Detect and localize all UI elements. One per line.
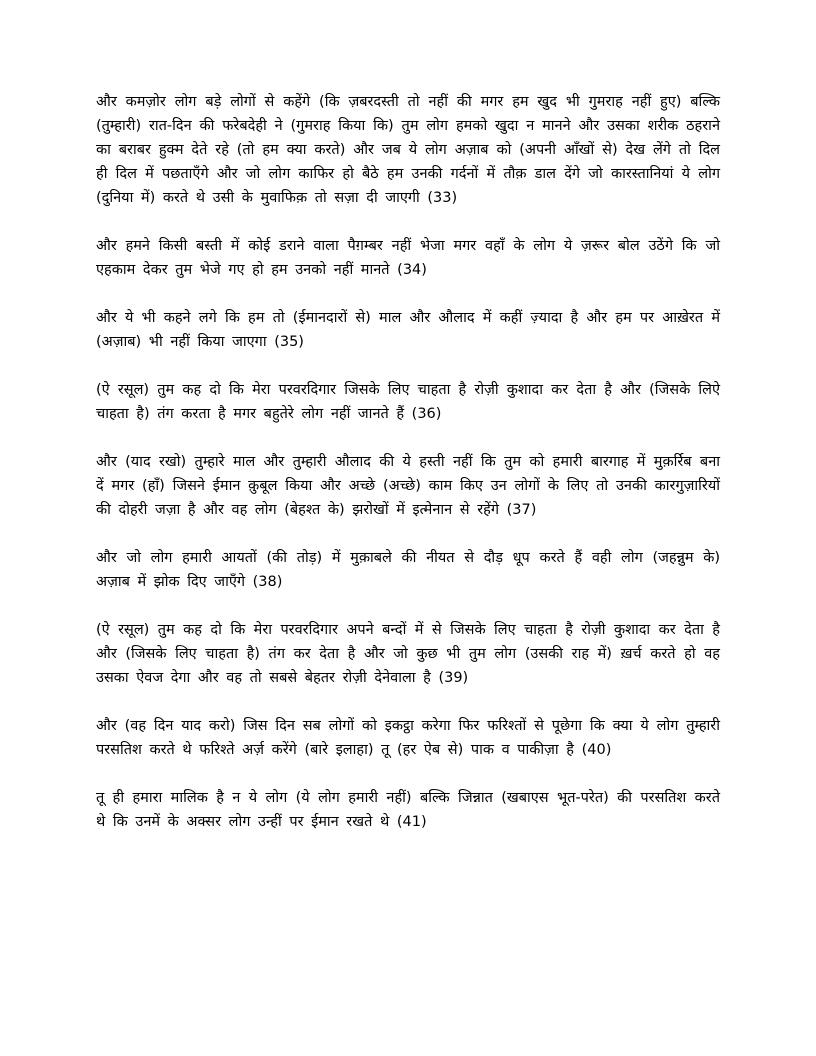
- paragraph-verse-40: और (वह दिन याद करो) जिस दिन सब लोगों को इकट्ठा करेगा फिर फरिश्तों से पूछेगा कि क्या ये लोग तुम्हारी परसतिश करते थे फरिश्ते अर्ज़ करेंगे (बारे इलाहा) तू (हर ऐब से) पाक व पाकीज़ा है (40): [96, 718, 720, 758]
- paragraph-verse-33: और कमज़ोर लोग बड़े लोगों से कहेंगे (कि ज़बरदस्ती तो नहीं की मगर हम खुद भी गुमराह नहीं हुए) बल्कि (तुम्हारी) रात-दिन की फरेबदेही ने (गुमराह किया कि) तुम लोग हमको खुदा न मानने और उसका शरीक ठहराने का बराबर हुक्म देते रहे (तो हम क्या करते) और जब ये लोग अज़ाब को (अपनी आँखों से) देख लेंगे तो दिल ही दिल में पछताएँगे और जो लोग काफिर हो बैठे हम उनकी गर्दनों में तौक़ डाल देंगे जो कारस्तानियां ये लोग (दुनिया में) करते थे उसी के मुवाफिक़ तो सज़ा दी जाएगी (33): [96, 94, 720, 206]
- paragraph-verse-39: (ऐ रसूल) तुम कह दो कि मेरा परवरदिगार अपने बन्दों में से जिसके लिए चाहता है रोज़ी कुशादा कर देता है और (जिसके लिए चाहता है) तंग कर देता है और जो कुछ भी तुम लोग (उसकी राह में) ख़र्च करते हो वह उसका ऐवज देगा और वह तो सबसे बेहतर रोज़ी देनेवाला है (39): [96, 622, 720, 686]
- paragraph-verse-38: और जो लोग हमारी आयतों (की तोड़) में मुक़ाबले की नीयत से दौड़ धूप करते हैं वही लोग (जहन्नुम के) अज़ाब में झोक दिए जाएँगे (38): [96, 550, 720, 590]
- paragraph-verse-36: (ऐ रसूल) तुम कह दो कि मेरा परवरदिगार जिसके लिए चाहता है रोज़ी कुशादा कर देता है और (जिसके लिऐ चाहता है) तंग करता है मगर बहुतेरे लोग नहीं जानते हैं (36): [96, 382, 720, 422]
- paragraph-verse-35: और ये भी कहने लगे कि हम तो (ईमानदारों से) माल और औलाद में कहीं ज़्यादा है और हम पर आख़ेरत में (अज़ाब) भी नहीं किया जाएगा (35): [96, 310, 720, 350]
- paragraph-verse-37: और (याद रखो) तुम्हारे माल और तुम्हारी औलाद की ये हस्ती नहीं कि तुम को हमारी बारगाह में मुक़र्रिब बना दें मगर (हाँ) जिसने ईमान क़ुबूल किया और अच्छे (अच्छे) काम किए उन लोगों के लिए तो उनकी कारगुज़ारियों की दोहरी जज़ा है और वह लोग (बेहश्त के) झरोखों में इत्मेनान से रहेंगे (37): [96, 454, 720, 518]
- paragraph-verse-34: और हमने किसी बस्ती में कोई डराने वाला पैग़म्बर नहीं भेजा मगर वहाँ के लोग ये ज़रूर बोल उठेंगे कि जो एहकाम देकर तुम भेजे गए हो हम उनको नहीं मानते (34): [96, 238, 720, 278]
- document-page: [96, 90, 720, 858]
- paragraph-verse-41: तू ही हमारा मालिक है न ये लोग (ये लोग हमारी नहीं) बल्कि जिन्नात (खबाएस भूत-परेत) की परसतिश करते थे कि उनमें के अक्सर लोग उन्हीं पर ईमान रखते थे (41): [96, 790, 720, 830]
